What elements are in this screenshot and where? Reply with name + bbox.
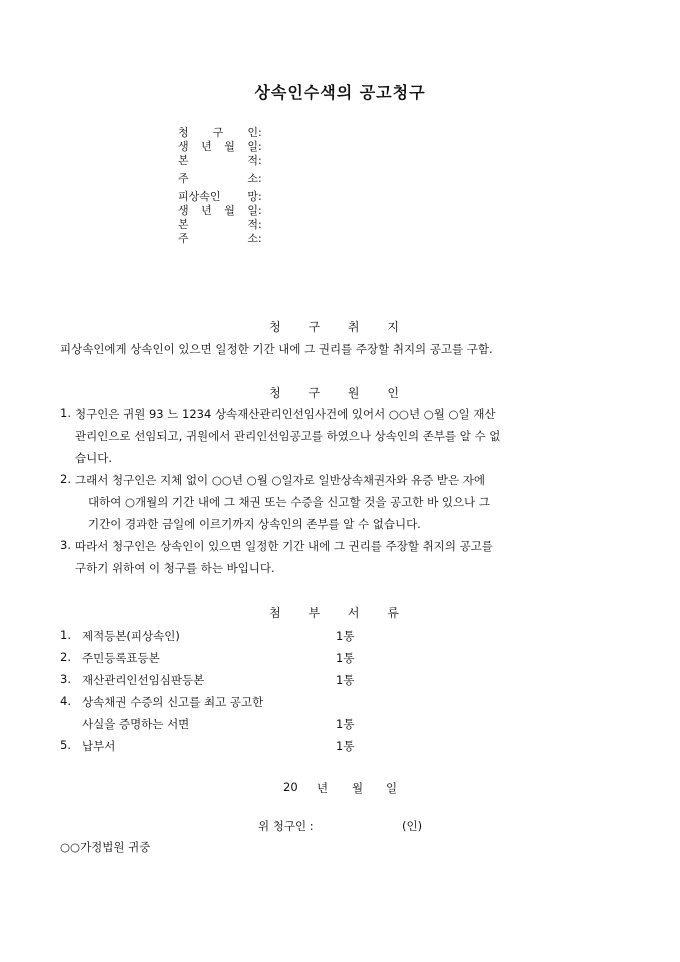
info-label: 본 적 xyxy=(178,218,258,231)
info-colon: : xyxy=(258,218,262,231)
attachment-name: 주민등록표등본 xyxy=(82,651,160,665)
cause-number: 1. xyxy=(60,406,71,420)
cause-line: 기간이 경과한 금일에 이르기까지 상속인의 존부를 알 수 없습니다. xyxy=(88,517,421,531)
applicant-info xyxy=(178,126,262,246)
info-label: 청 구 인 xyxy=(178,126,258,139)
info-colon: : xyxy=(258,140,262,153)
cause-number: 3. xyxy=(60,538,71,552)
info-row xyxy=(178,126,262,140)
attachment-number: 1. xyxy=(60,628,71,642)
court-addressee: ○○가정법원 귀중 xyxy=(60,840,151,854)
info-label: 본 적 xyxy=(178,154,258,167)
cause-line: 그래서 청구인은 지체 없이 ○○년 ○월 ○일자로 일반상속채권자와 유증 받은 자에 xyxy=(75,473,485,487)
info-row xyxy=(178,140,262,154)
attachment-number: 4. xyxy=(60,694,71,708)
cause-number: 2. xyxy=(60,472,71,486)
info-row xyxy=(178,190,262,204)
info-row xyxy=(178,154,262,172)
attachment-qty: 1통 xyxy=(336,629,355,643)
attachment-qty: 1통 xyxy=(336,739,355,753)
cause-line: 구하기 위하여 이 청구를 하는 바입니다. xyxy=(75,561,275,575)
info-colon: : xyxy=(258,204,262,217)
signature-label: 위 청구인 : xyxy=(258,819,314,833)
info-row xyxy=(178,204,262,218)
attachment-name: 상속채권 수증의 신고를 최고 공고한 xyxy=(82,695,264,709)
info-row xyxy=(178,218,262,232)
info-label: 피상속인 망 xyxy=(178,190,258,203)
cause-line: 관리인으로 선임되고, 귀원에서 관리인선임공고를 하였으나 상속인의 존부를 알 수 없 xyxy=(75,429,501,443)
attachment-number: 5. xyxy=(60,738,71,752)
signature-seal: (인) xyxy=(402,819,423,833)
date-month-label: 월 xyxy=(352,781,364,795)
cause-line: 청구인은 귀원 93 느 1234 상속재산관리인선임사건에 있어서 ○○년 ○월 ○일 재산 xyxy=(75,407,496,421)
info-row xyxy=(178,232,262,246)
attachments-heading: 첨 부 서 류 xyxy=(269,606,411,620)
date-year-label: 년 xyxy=(317,781,329,795)
attachment-name: 재산관리인선임심판등본 xyxy=(82,673,205,687)
info-colon: : xyxy=(258,126,262,139)
info-label: 생 년 월 일 xyxy=(178,204,258,217)
attachment-name: 납부서 xyxy=(82,739,116,753)
info-colon: : xyxy=(258,172,262,185)
attachment-number: 2. xyxy=(60,650,71,664)
purpose-heading: 청 구 취 지 xyxy=(269,320,411,334)
cause-line: 습니다. xyxy=(75,451,112,465)
info-row xyxy=(178,172,262,190)
attachment-name: 제적등본(피상속인) xyxy=(82,629,180,643)
cause-line: 따라서 청구인은 상속인이 있으면 일정한 기간 내에 그 권리를 주장할 취지의 공고를 xyxy=(75,539,493,553)
purpose-text: 피상속인에게 상속인이 있으면 일정한 기간 내에 그 권리를 주장할 취지의 공고를 구함. xyxy=(60,342,493,356)
info-colon: : xyxy=(258,232,262,245)
info-label: 생 년 월 일 xyxy=(178,140,258,153)
attachment-qty: 1통 xyxy=(336,673,355,687)
info-label: 주 소 xyxy=(178,232,258,245)
date-year: 20 xyxy=(283,780,298,794)
attachment-number: 3. xyxy=(60,672,71,686)
info-label: 주 소 xyxy=(178,172,258,185)
cause-heading: 청 구 원 인 xyxy=(269,386,411,400)
attachment-qty: 1통 xyxy=(336,651,355,665)
date-day-label: 일 xyxy=(386,781,398,795)
info-colon: : xyxy=(258,190,262,203)
document-title: 상속인수색의 공고청구 xyxy=(254,83,426,102)
attachment-name-cont: 사실을 증명하는 서면 xyxy=(82,717,190,731)
attachment-qty: 1통 xyxy=(336,717,355,731)
cause-line: 대하여 ○개월의 기간 내에 그 채권 또는 수증을 신고할 것을 공고한 바 있으나 그 xyxy=(88,495,490,509)
info-colon: : xyxy=(258,154,262,167)
